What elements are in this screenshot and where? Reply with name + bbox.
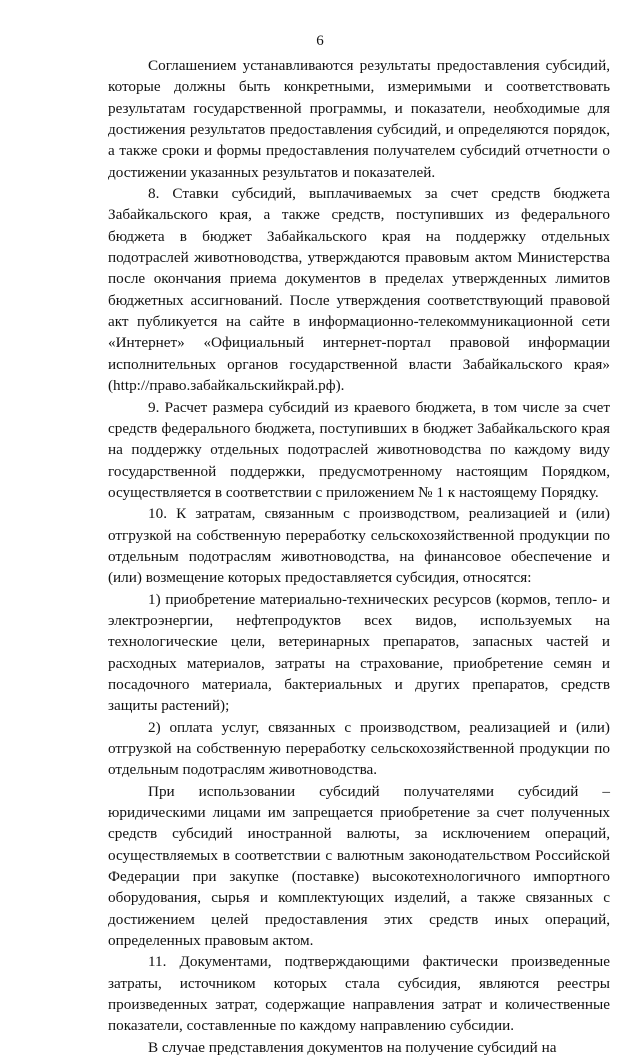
paragraph-results: Соглашением устанавливаются результаты предоставления субсидий, которые должны быть конкретными, измеримыми и соответствовать результатам государственной программы, и показатели, необходимые для достижения результатов предоставления субсидий, и определяются порядок, а также сроки и формы предоставления получателем субсидий отчетности о достижении указанных результатов и показателей.: [108, 57, 610, 181]
paragraph-currency-restriction: При использовании субсидий получателями субсидий – юридическими лицами им запрещается приобретение за счет полученных средств субсидий иностранной валюты, за исключением операций, осуществляемых в соответствии с валютным законодательством Российской Федерации при закупке (поставке) высокотехнологичного импортного оборудования, сырья и комплектующих изделий, а также связанных с достижением целей предоставления этих средств иных операций, определенных правовым актом.: [108, 782, 610, 950]
paragraph-10-costs: 10. К затратам, связанным с производством, реализацией и (или) отгрузкой на собственную переработку сельскохозяйственной продукции по отдельным подотраслям животноводства, на финансовое обеспечение и (или) возмещение которых предоставляется субсидия, относятся:: [108, 505, 610, 587]
page-number: 6: [316, 33, 324, 49]
paragraph-9-calculation: 9. Расчет размера субсидий из краевого бюджета, в том числе за счет средств федерального бюджета, поступивших в бюджет Забайкальского края на поддержку отдельных подотраслей животноводства по каждому виду государственной поддержки, предусмотренному настоящим Порядком, осуществляется в соответствии с приложением № 1 к настоящему Порядку.: [108, 398, 610, 501]
paragraph-11-documents: 11. Документами, подтверждающими фактически произведенные затраты, источником которых стала субсидия, являются реестры произведенных затрат, содержащие направления затрат и количественные показатели, составленные по каждому направлению субсидии.: [108, 953, 610, 1035]
document-body: [108, 55, 610, 1058]
paragraph-10-item-1: 1) приобретение материально-технических ресурсов (кормов, тепло- и электроэнергии, нефтепродуктов всех видов, используемых на технологические цели, ветеринарных препаратов, запасных частей и расходных материалов, затраты на страхование, приобретение семян и посадочного материала, бактериальных и других препаратов, средств защиты растений);: [108, 590, 610, 715]
paragraph-10-item-2: 2) оплата услуг, связанных с производством, реализацией и (или) отгрузкой на собственную переработку сельскохозяйственной продукции по отдельным подотраслям животноводства.: [108, 718, 610, 779]
paragraph-submission: В случае представления документов на получение субсидий на: [148, 1038, 557, 1056]
paragraph-8-rates: 8. Ставки субсидий, выплачиваемых за счет средств бюджета Забайкальского края, а также средств, поступивших из федерального бюджета в бюджет Забайкальского края на поддержку отдельных подотраслей животноводства, утверждаются правовым актом Министерства после окончания приема документов в пределах утвержденных лимитов бюджетных ассигнований. После утверждения соответствующий правовой акт публикуется на сайте в информационно-телекоммуникационной сети «Интернет» «Официальный интернет-портал правовой информации исполнительных органов государственной власти Забайкальского края» (http://право.забайкальскийкрай.рф).: [108, 185, 610, 395]
